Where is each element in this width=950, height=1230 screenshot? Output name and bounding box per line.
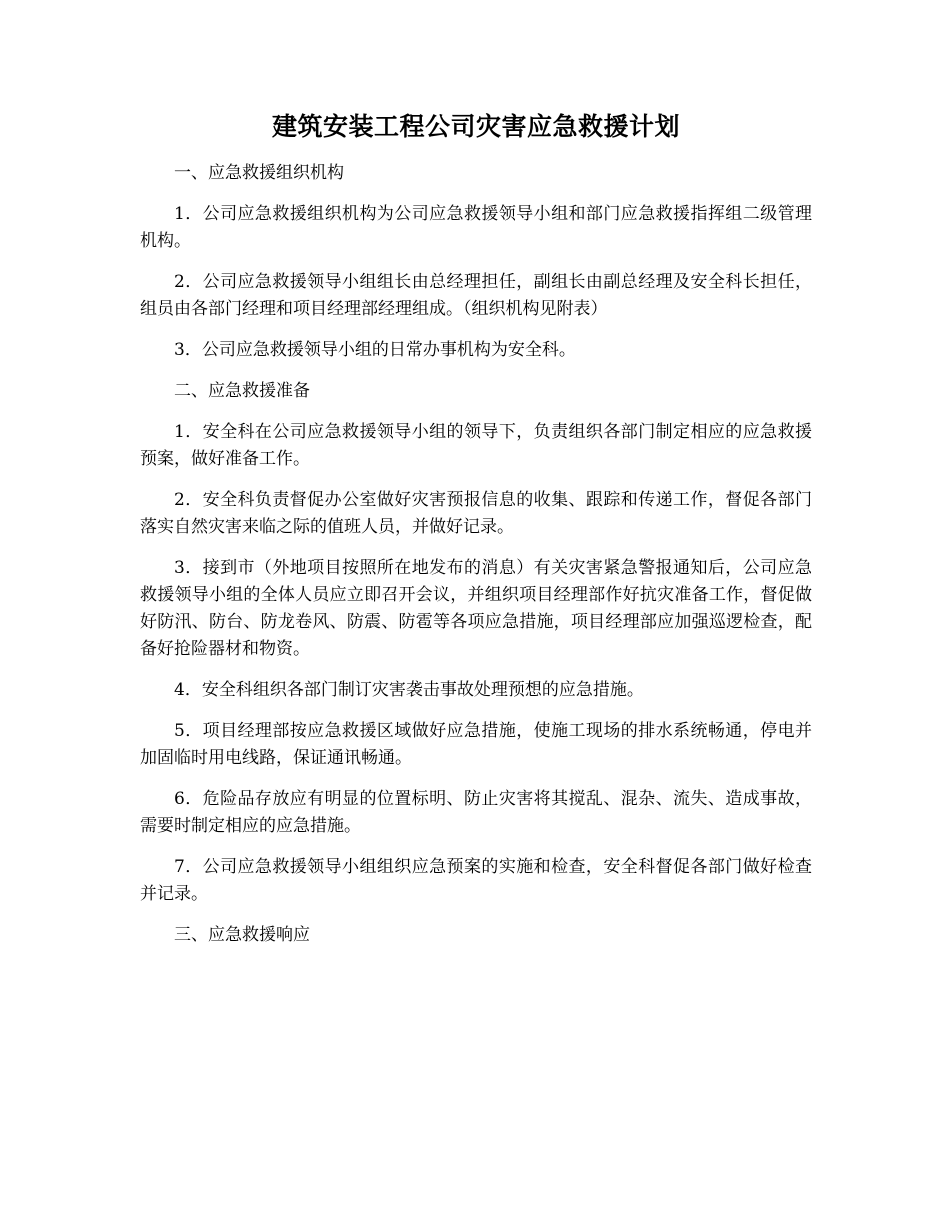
section-heading-3: 三、应急救援响应 (174, 925, 310, 945)
paragraph-2-4: 4．安全科组织各部门制订灾害袭击事故处理预想的应急措施。 (174, 680, 644, 700)
paragraph-1-1: 1．公司应急救援组织机构为公司应急救援领导小组和部门应急救援指挥组二级管理机构。 (140, 204, 812, 251)
paragraph-2-5: 5．项目经理部按应急救援区域做好应急措施，使施工现场的排水系统畅通，停电并加固临时用电线路，保证通讯畅通。 (140, 721, 812, 768)
paragraph-2-2: 2．安全科负责督促办公室做好灾害预报信息的收集、跟踪和传递工作，督促各部门落实自然灾害来临之际的值班人员，并做好记录。 (140, 490, 812, 537)
section-heading-1: 一、应急救援组织机构 (174, 163, 344, 183)
paragraph-1-2: 2．公司应急救援领导小组组长由总经理担任，副组长由副总经理及安全科长担任，组员由各部门经理和项目经理部经理组成。（组织机构见附表） (140, 272, 812, 319)
paragraph-2-1: 1．安全科在公司应急救援领导小组的领导下，负责组织各部门制定相应的应急救援预案，做好准备工作。 (140, 422, 812, 469)
section-heading-2: 二、应急救援准备 (174, 381, 310, 401)
paragraph-1-3: 3．公司应急救援领导小组的日常办事机构为安全科。 (174, 340, 576, 360)
document-title: 建筑安装工程公司灾害应急救援计划 (271, 112, 680, 141)
paragraph-2-7: 7．公司应急救援领导小组组织应急预案的实施和检查，安全科督促各部门做好检查并记录。 (140, 857, 812, 904)
paragraph-2-3: 3．接到市（外地项目按照所在地发布的消息）有关灾害紧急警报通知后，公司应急救援领导小组的全体人员应立即召开会议，并组织项目经理部作好抗灾准备工作，督促做好防汛、防台、防龙卷风、防震、防雹等各项应急措施，项目经理部应加强巡逻检查，配备好抢险器材和物资。 (140, 558, 812, 659)
paragraph-2-6: 6．危险品存放应有明显的位置标明、防止灾害将其搅乱、混杂、流失、造成事故，需要时制定相应的应急措施。 (140, 789, 812, 836)
